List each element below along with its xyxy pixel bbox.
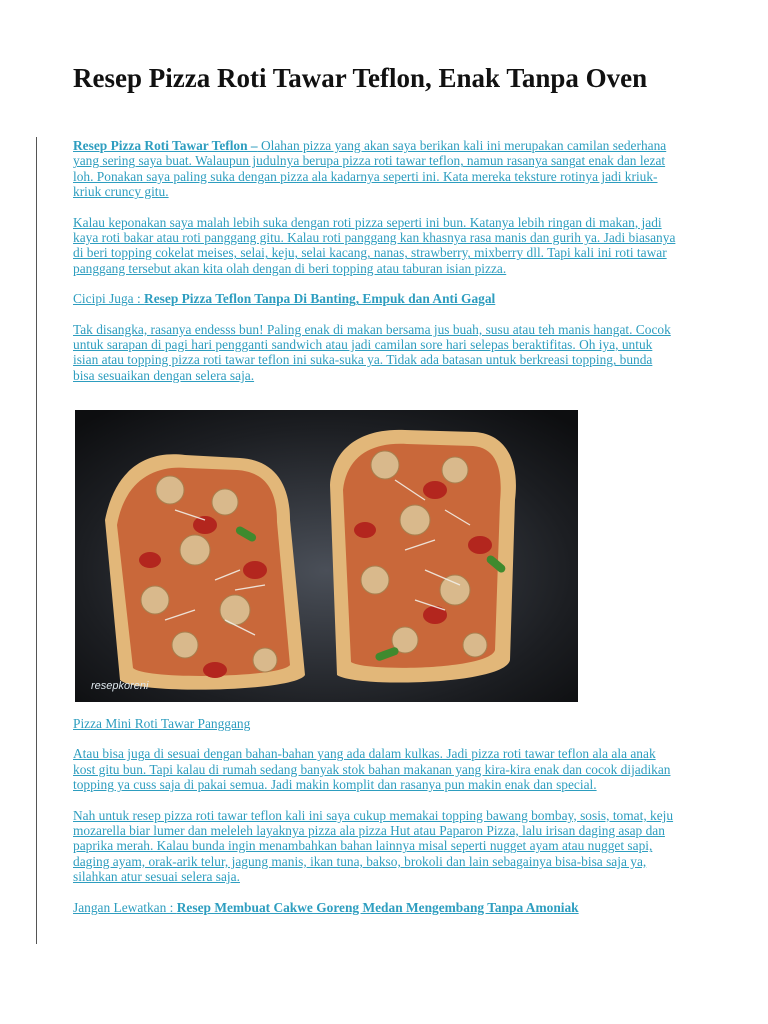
paragraph-4[interactable]: Atau bisa juga di sesuai dengan bahan-bahan yang ada dalam kulkas. Jadi pizza roti tawar teflon ala ala anak kost gitu bun. Tapi kalau di rumah sedang banyak stok bahan makanan yang kira-kira enak dan cocok dijadikan topping ya cuss saja di pakai semua. Jadi makin komplit dan rasanya pun makin enak dan special. [73, 746, 671, 793]
intro-text: Olahan pizza yang akan saya berikan kali ini merupakan camilan sederhana yang sering saya buat. Walaupun judulnya berupa pizza roti tawar teflon, namun rasanya sangat enak dan lezat loh. Ponakan saya paling suka dengan pizza ala kadarnya seperti ini. Kata mereka teksture rotinya jadi kriuk-kriuk cruncy gitu. [73, 138, 667, 200]
paragraph-3[interactable]: Tak disangka, rasanya endesss bun! Paling enak di makan bersama jus buah, susu atau teh manis hangat. Cocok untuk sarapan di pagi hari pengganti sandwich atau jadi camilan sore hari selepas beraktifitas. Oh iya, untuk isian atau topping pizza roti tawar teflon ini suka-suka ya. Tidak ada batasan untuk berkreasi topping, bunda bisa sesuaikan dengan selera saja. [73, 321, 671, 383]
dont-miss-prefix: Jangan Lewatkan : [73, 899, 177, 915]
dont-miss-link[interactable]: Resep Membuat Cakwe Goreng Medan Mengembang Tanpa Amoniak [176, 899, 579, 915]
pizza-photo-illustration [75, 410, 578, 702]
photo-watermark: resepkoreni [91, 680, 149, 692]
article-title: Resep Pizza Roti Tawar Teflon, Enak Tanpa Oven [73, 63, 648, 93]
pizza-photo [75, 410, 578, 702]
left-margin-rule [36, 137, 37, 944]
article-body-top [73, 138, 677, 383]
image-caption[interactable]: Pizza Mini Roti Tawar Panggang [73, 716, 251, 731]
see-also-line[interactable] [73, 291, 677, 306]
intro-bold-link[interactable]: Resep Pizza Roti Tawar Teflon – [73, 138, 258, 153]
see-also-prefix: Cicipi Juga : [73, 291, 145, 307]
paragraph-5[interactable]: Nah untuk resep pizza roti tawar teflon kali ini saya cukup memakai topping bawang bombay, sosis, tomat, keju mozarella biar lumer dan meleleh layaknya pizza ala pizza Hut atau Paparon Pizza, lalu irisan daging asap dan paprika merah. Kalau bunda ingin menambahkan bahan lainnya misal seperti nugget ayam atau nugget sapi, daging ayam, orak-arik telur, jagung manis, ikan tuna, bakso, brokoli dan lain sebagainya bisa-bisa saja ya, silahkan atur sesuai selera saja. [73, 807, 674, 885]
intro-paragraph[interactable] [73, 138, 677, 200]
paragraph-2[interactable]: Kalau keponakan saya malah lebih suka dengan roti pizza seperti ini bun. Katanya lebih ringan di makan, jadi kaya roti bakar atau roti panggang gitu. Kalau roti panggang kan khasnya rasa manis dan gurih ya. Jadi biasanya di beri topping cokelat meises, selai, keju, selai kacang, nanas, strawberry, mixberry dll. Tapi kali ini roti tawar panggang tersebut akan kita olah dengan di beri topping atau taburan isian pizza. [73, 214, 676, 276]
dont-miss-line[interactable] [73, 900, 677, 915]
article-body-bottom [73, 716, 677, 915]
see-also-link[interactable]: Resep Pizza Teflon Tanpa Di Banting, Empuk dan Anti Gagal [144, 291, 496, 307]
